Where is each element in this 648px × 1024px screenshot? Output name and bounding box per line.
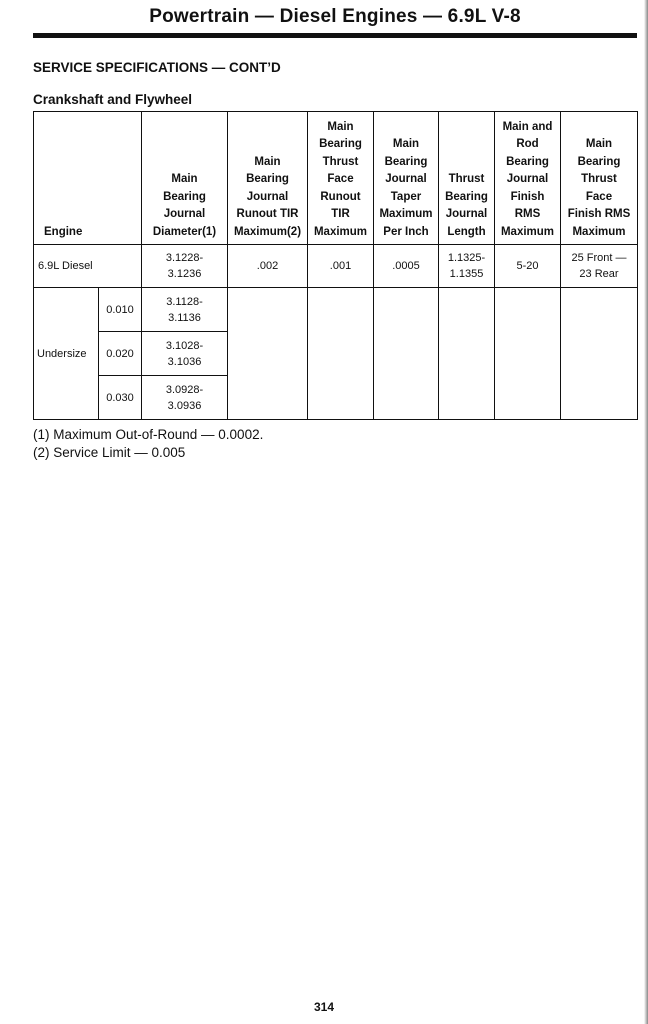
empty-cell	[374, 288, 439, 420]
journal-runout-cell: .002	[228, 245, 308, 288]
crankshaft-spec-table	[33, 111, 638, 420]
header-journal-finish: Main and Rod Bearing Journal Finish RMS Maximum	[495, 112, 561, 245]
header-thrust-face-finish: Main Bearing Thrust Face Finish RMS Maximum	[561, 112, 638, 245]
thrust-face-runout-cell: .001	[308, 245, 374, 288]
page-number: 314	[313, 1000, 335, 1014]
table-row	[34, 245, 638, 288]
header-row	[34, 112, 638, 245]
undersize-diameter-cell: 3.1028- 3.1036	[142, 332, 228, 376]
journal-finish-cell: 5-20	[495, 245, 561, 288]
header-journal-diameter: Main Bearing Journal Diameter(1)	[142, 112, 228, 245]
footnote-1: (1) Maximum Out-of-Round — 0.0002.	[33, 427, 264, 442]
header-journal-runout: Main Bearing Journal Runout TIR Maximum(2)	[228, 112, 308, 245]
page-edge-shadow	[644, 0, 648, 1024]
undersize-label: Undersize	[34, 288, 99, 420]
header-thrust-journal-length: Thrust Bearing Journal Length	[439, 112, 495, 245]
journal-taper-cell: .0005	[374, 245, 439, 288]
thrust-face-finish-cell: 25 Front — 23 Rear	[561, 245, 638, 288]
empty-cell	[561, 288, 638, 420]
header-engine: Engine	[34, 112, 142, 245]
undersize-diameter-cell: 3.0928- 3.0936	[142, 376, 228, 420]
footnotes	[33, 426, 263, 461]
table-caption: Crankshaft and Flywheel	[33, 92, 193, 107]
empty-cell	[228, 288, 308, 420]
undersize-diameter-cell: 3.1128- 3.1136	[142, 288, 228, 332]
section-heading: SERVICE SPECIFICATIONS — CONT’D	[33, 60, 281, 75]
title-rule	[33, 33, 637, 38]
journal-diameter-cell: 3.1228- 3.1236	[142, 245, 228, 288]
undersize-size-cell: 0.030	[99, 376, 142, 420]
thrust-journal-length-cell: 1.1325- 1.1355	[439, 245, 495, 288]
header-thrust-face-runout: Main Bearing Thrust Face Runout TIR Maximum	[308, 112, 374, 245]
engine-cell: 6.9L Diesel	[34, 245, 142, 288]
table-row	[34, 288, 638, 332]
empty-cell	[308, 288, 374, 420]
footnote-2: (2) Service Limit — 0.005	[33, 444, 186, 460]
page-title: Powertrain — Diesel Engines — 6.9L V-8	[149, 6, 521, 27]
empty-cell	[439, 288, 495, 420]
undersize-size-cell: 0.020	[99, 332, 142, 376]
undersize-size-cell: 0.010	[99, 288, 142, 332]
header-journal-taper: Main Bearing Journal Taper Maximum Per Inch	[374, 112, 439, 245]
empty-cell	[495, 288, 561, 420]
